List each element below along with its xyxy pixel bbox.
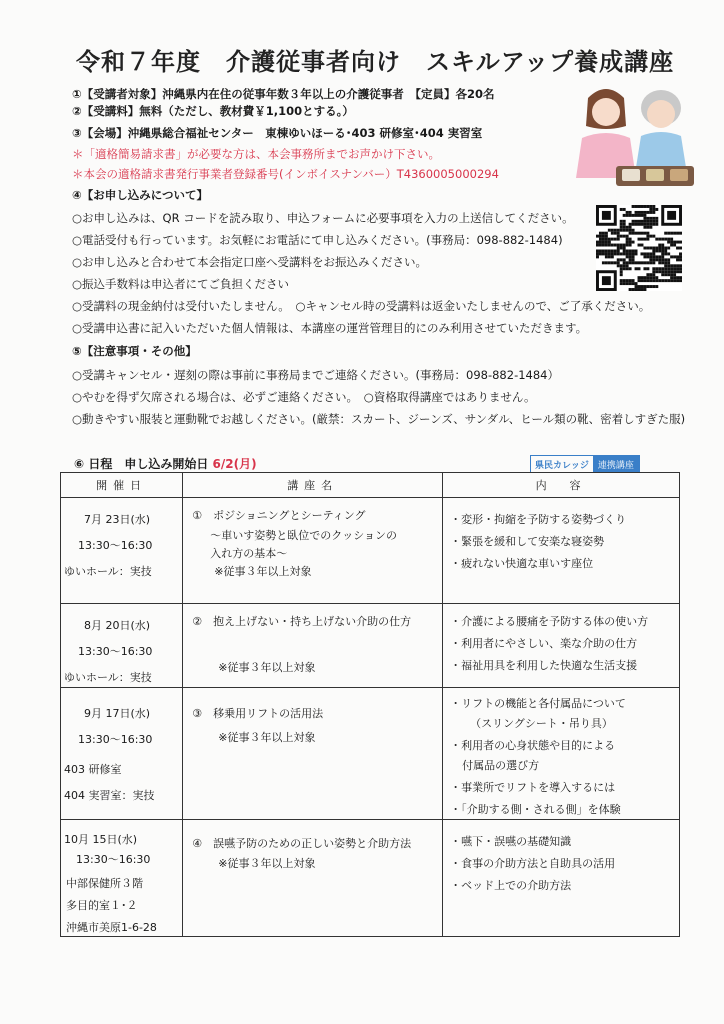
content-cell-line: ・食事の介助方法と自助具の活用 xyxy=(450,857,616,870)
table-row xyxy=(61,604,680,688)
course-cell-line: ※従事３年以上対象 xyxy=(218,731,316,744)
course-cell-line: 入れ方の基本～ xyxy=(210,547,288,560)
course-cell xyxy=(183,604,443,688)
info-line: ○電話受付も行っています。お気軽にお電話にて申し込みください。(事務局：098-882-1484) xyxy=(72,233,563,247)
schedule-heading xyxy=(74,455,257,472)
badge-course: 連携講座 xyxy=(593,456,639,472)
info-line: ○受講料の現金納付は受付いたしません。 ○キャンセル時の受講料は返金いたしませんので、ご了承ください。 xyxy=(72,299,651,313)
date-cell xyxy=(61,820,183,937)
info-line: ○やむを得ず欠席される場合は、必ずご連絡ください。 ○資格取得講座ではありません。 xyxy=(72,390,536,404)
content-cell xyxy=(443,604,680,688)
start-date: 6/2(月) xyxy=(212,457,257,471)
date-cell-line: 8月 20日(水) xyxy=(84,619,151,632)
caregiver-illustration-icon xyxy=(566,80,696,195)
info-line: ○動きやすい服装と運動靴でお越しください。(厳禁：スカート、ジーンズ、サンダル、ヒール類の靴、密着しすぎた服) xyxy=(72,412,686,426)
course-cell-line: ※従事３年以上対象 xyxy=(214,565,312,578)
header-date: 開催日 xyxy=(61,473,183,498)
info-line: ＊本会の適格請求書発行事業者登録番号(インボイスナンバー）T4360005000294 xyxy=(72,167,499,181)
table-row xyxy=(61,688,680,820)
info-line: ⑤【注意事項・その他】 xyxy=(72,344,197,358)
date-cell xyxy=(61,688,183,820)
content-cell xyxy=(443,820,680,937)
date-cell-line: 13:30～16:30 xyxy=(76,853,151,866)
content-cell-line: （スリングシート・吊り具） xyxy=(470,717,613,730)
header-course: 講座名 xyxy=(183,473,443,498)
content-cell-line: ・変形・拘縮を予防する姿勢づくり xyxy=(450,513,627,526)
course-cell-line: ① ポジショニングとシーティング xyxy=(192,509,366,522)
content-cell-line: ・利用者にやさしい、楽な介助の仕方 xyxy=(450,637,638,650)
course-cell-line: ④ 誤嚥予防のための正しい姿勢と介助方法 xyxy=(192,837,412,850)
partner-badge xyxy=(530,455,640,473)
table-header-row xyxy=(61,473,680,498)
course-cell-line: ② 抱え上げない・持ち上げない介助の仕方 xyxy=(192,615,412,628)
badge-college: 県民カレッジ xyxy=(535,460,589,471)
content-cell-line: 付属品の選び方 xyxy=(462,759,540,772)
course-cell-line: ～車いす姿勢と臥位でのクッションの xyxy=(210,529,398,542)
content-cell-line: ・福祉用具を利用した快適な生活支援 xyxy=(450,659,638,672)
date-cell-line: 13:30～16:30 xyxy=(78,539,153,552)
table-row xyxy=(61,820,680,937)
date-cell-line: 多目的室１･２ xyxy=(66,899,138,912)
content-cell-line: ・緊張を緩和して安楽な寝姿勢 xyxy=(450,535,605,548)
content-cell-line: ・事業所でリフトを導入するには xyxy=(450,781,616,794)
date-cell-line: 13:30～16:30 xyxy=(78,733,153,746)
date-cell-line: 沖縄市美原1-6-28 xyxy=(66,921,157,934)
date-cell xyxy=(61,604,183,688)
date-cell-line: 404 実習室：実技 xyxy=(64,789,155,802)
info-line: ○受講キャンセル・遅刻の際は事前に事務局までご連絡ください。(事務局：098-882-1484） xyxy=(72,368,559,382)
date-cell-line: ゆいホール：実技 xyxy=(64,671,152,684)
table-row xyxy=(61,498,680,604)
info-line: ③【会場】沖縄県総合福祉センター 東棟ゆいほーる･403 研修室･404 実習室 xyxy=(72,126,483,140)
date-cell-line: 9月 17日(水) xyxy=(84,707,151,720)
date-cell-line: 403 研修室 xyxy=(64,763,122,776)
date-cell-line: 中部保健所３階 xyxy=(66,877,143,890)
content-cell-line: ・リフトの機能と各付属品について xyxy=(450,697,626,710)
info-line: ＊「適格簡易請求書」が必要な方は、本会事務所までお声かけ下さい。 xyxy=(72,147,440,161)
content-cell-line: ・利用者の心身状態や目的による xyxy=(450,739,616,752)
date-cell-line: 7月 23日(水) xyxy=(84,513,151,526)
info-line: ④【お申し込みについて】 xyxy=(72,188,209,202)
content-cell xyxy=(443,688,680,820)
header-content: 内 容 xyxy=(443,473,680,498)
content-cell-line: ・嚥下・誤嚥の基礎知識 xyxy=(450,835,572,848)
schedule-table xyxy=(60,472,680,937)
info-line: ○お申し込みと合わせて本会指定口座へ受講料をお振込みください。 xyxy=(72,255,428,269)
page-title: 令和７年度 介護従事者向け スキルアップ養成講座 xyxy=(76,48,675,76)
info-line: ①【受講者対象】沖縄県内在住の従事年数３年以上の介護従事者 【定員】各20名 xyxy=(72,87,495,101)
info-line: ○受講申込書に記入いただいた個人情報は、本講座の運営管理目的にのみ利用させていただきます。 xyxy=(72,321,588,335)
course-cell-line: ③ 移乗用リフトの活用法 xyxy=(192,707,324,720)
course-cell xyxy=(183,498,443,604)
schedule-label: ⑥ 日程 申し込み開始日 xyxy=(74,457,209,471)
qr-code-icon[interactable] xyxy=(596,205,682,291)
info-line: ○振込手数料は申込者にてご負担ください xyxy=(72,277,290,291)
content-cell-line: ・疲れない快適な車いす座位 xyxy=(450,557,594,570)
content-cell-line: ・ベッド上での介助方法 xyxy=(450,879,572,892)
date-cell-line: ゆいホール：実技 xyxy=(64,565,152,578)
content-cell-line: ・介護による腰痛を予防する体の使い方 xyxy=(450,615,649,628)
course-cell-line: ※従事３年以上対象 xyxy=(218,857,316,870)
content-cell-line: ・「介助する側・される側」を体験 xyxy=(450,803,621,816)
date-cell xyxy=(61,498,183,604)
course-cell xyxy=(183,820,443,937)
date-cell-line: 13:30～16:30 xyxy=(78,645,153,658)
info-line: ○お申し込みは、QR コードを読み取り、申込フォームに必要事項を入力の上送信してください。 xyxy=(72,211,574,225)
content-cell xyxy=(443,498,680,604)
course-cell-line: ※従事３年以上対象 xyxy=(218,661,316,674)
info-line: ②【受講料】無料（ただし、教材費￥1,100とする。） xyxy=(72,104,354,118)
course-cell xyxy=(183,688,443,820)
date-cell-line: 10月 15日(水) xyxy=(64,833,138,846)
